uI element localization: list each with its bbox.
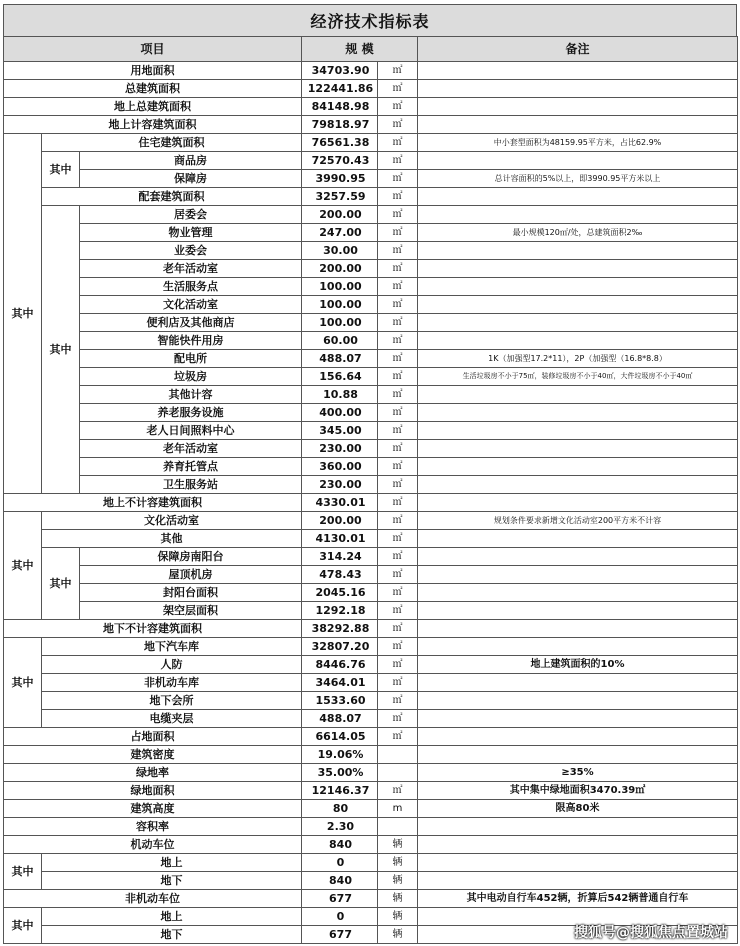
subgroup-label: 其中 bbox=[42, 206, 80, 494]
table-row bbox=[4, 872, 738, 890]
row-value: 400.00 bbox=[302, 404, 378, 422]
row-note bbox=[418, 746, 738, 764]
row-value: 76561.38 bbox=[302, 134, 378, 152]
row-unit: ㎡ bbox=[378, 242, 418, 260]
table-row bbox=[4, 782, 738, 800]
table-row bbox=[4, 566, 738, 584]
row-note bbox=[418, 494, 738, 512]
row-label: 地下汽车库 bbox=[42, 638, 302, 656]
row-note bbox=[418, 476, 738, 494]
row-unit: ㎡ bbox=[378, 602, 418, 620]
row-label: 老年活动室 bbox=[80, 440, 302, 458]
group-label: 其中 bbox=[4, 638, 42, 728]
row-value: 3257.59 bbox=[302, 188, 378, 206]
row-note bbox=[418, 116, 738, 134]
row-unit: ㎡ bbox=[378, 674, 418, 692]
row-value: 38292.88 bbox=[302, 620, 378, 638]
table-row bbox=[4, 458, 738, 476]
row-label: 绿地率 bbox=[4, 764, 302, 782]
table-row bbox=[4, 206, 738, 224]
table-row bbox=[4, 728, 738, 746]
row-label: 非机动车库 bbox=[42, 674, 302, 692]
row-label: 业委会 bbox=[80, 242, 302, 260]
row-value: 79818.97 bbox=[302, 116, 378, 134]
row-note bbox=[418, 440, 738, 458]
table-row bbox=[4, 692, 738, 710]
table-row bbox=[4, 674, 738, 692]
table-row bbox=[4, 602, 738, 620]
row-value: 1533.60 bbox=[302, 692, 378, 710]
table-row bbox=[4, 314, 738, 332]
row-value: 488.07 bbox=[302, 710, 378, 728]
row-value: 3990.95 bbox=[302, 170, 378, 188]
row-value: 84148.98 bbox=[302, 98, 378, 116]
row-value: 4130.01 bbox=[302, 530, 378, 548]
row-note: 地上建筑面积的10% bbox=[418, 656, 738, 674]
row-unit: ㎡ bbox=[378, 512, 418, 530]
row-label: 商品房 bbox=[80, 152, 302, 170]
row-note bbox=[418, 80, 738, 98]
table-row bbox=[4, 854, 738, 872]
row-label: 建筑密度 bbox=[4, 746, 302, 764]
row-value: 2045.16 bbox=[302, 584, 378, 602]
table-row bbox=[4, 422, 738, 440]
table-row bbox=[4, 548, 738, 566]
row-unit: ㎡ bbox=[378, 656, 418, 674]
subgroup-label: 其中 bbox=[42, 152, 80, 188]
row-label: 地上不计容建筑面积 bbox=[4, 494, 302, 512]
row-unit: ㎡ bbox=[378, 458, 418, 476]
row-value: 200.00 bbox=[302, 206, 378, 224]
row-note: 规划条件要求新增文化活动室200平方米不计容 bbox=[418, 512, 738, 530]
row-value: 0 bbox=[302, 854, 378, 872]
table-row bbox=[4, 476, 738, 494]
table-row bbox=[4, 818, 738, 836]
row-unit: 辆 bbox=[378, 872, 418, 890]
row-unit: ㎡ bbox=[378, 260, 418, 278]
table-row bbox=[4, 350, 738, 368]
row-label: 居委会 bbox=[80, 206, 302, 224]
row-note bbox=[418, 566, 738, 584]
row-label: 建筑高度 bbox=[4, 800, 302, 818]
row-unit: ㎡ bbox=[378, 566, 418, 584]
row-note bbox=[418, 728, 738, 746]
table-row bbox=[4, 530, 738, 548]
row-unit bbox=[378, 764, 418, 782]
row-label: 文化活动室 bbox=[80, 296, 302, 314]
indicator-sheet bbox=[3, 4, 737, 944]
row-label: 便利店及其他商店 bbox=[80, 314, 302, 332]
row-label: 地上总建筑面积 bbox=[4, 98, 302, 116]
row-value: 200.00 bbox=[302, 512, 378, 530]
row-label: 地下 bbox=[42, 872, 302, 890]
row-note: 其中电动自行车452辆，折算后542辆普通自行车 bbox=[418, 890, 738, 908]
row-note bbox=[418, 836, 738, 854]
row-value: 60.00 bbox=[302, 332, 378, 350]
row-value: 1292.18 bbox=[302, 602, 378, 620]
row-note bbox=[418, 584, 738, 602]
row-unit: ㎡ bbox=[378, 692, 418, 710]
row-label: 养老服务设施 bbox=[80, 404, 302, 422]
row-unit bbox=[378, 818, 418, 836]
row-label: 保障房南阳台 bbox=[80, 548, 302, 566]
row-value: 478.43 bbox=[302, 566, 378, 584]
row-note: 其中集中绿地面积3470.39㎡ bbox=[418, 782, 738, 800]
row-value: 0 bbox=[302, 908, 378, 926]
row-label: 总建筑面积 bbox=[4, 80, 302, 98]
row-value: 122441.86 bbox=[302, 80, 378, 98]
row-label: 封阳台面积 bbox=[80, 584, 302, 602]
table-row bbox=[4, 62, 738, 80]
row-label: 老人日间照料中心 bbox=[80, 422, 302, 440]
row-unit: ㎡ bbox=[378, 296, 418, 314]
row-value: 2.30 bbox=[302, 818, 378, 836]
row-value: 34703.90 bbox=[302, 62, 378, 80]
table-row bbox=[4, 80, 738, 98]
row-unit: 辆 bbox=[378, 836, 418, 854]
row-value: 840 bbox=[302, 836, 378, 854]
table-row bbox=[4, 404, 738, 422]
row-unit: ㎡ bbox=[378, 152, 418, 170]
row-value: 840 bbox=[302, 872, 378, 890]
row-value: 4330.01 bbox=[302, 494, 378, 512]
row-value: 230.00 bbox=[302, 440, 378, 458]
row-note bbox=[418, 152, 738, 170]
row-unit: ㎡ bbox=[378, 278, 418, 296]
row-unit: 辆 bbox=[378, 854, 418, 872]
row-note bbox=[418, 548, 738, 566]
row-unit: ㎡ bbox=[378, 782, 418, 800]
table-row bbox=[4, 242, 738, 260]
table-row bbox=[4, 656, 738, 674]
row-label: 占地面积 bbox=[4, 728, 302, 746]
header-note: 备注 bbox=[418, 37, 738, 62]
table-row bbox=[4, 368, 738, 386]
row-note: 生活垃圾房不小于75㎡，装修垃圾房不小于40㎡，大件垃圾房不小于40㎡ bbox=[418, 368, 738, 386]
row-value: 12146.37 bbox=[302, 782, 378, 800]
row-label: 绿地面积 bbox=[4, 782, 302, 800]
row-value: 156.64 bbox=[302, 368, 378, 386]
row-value: 345.00 bbox=[302, 422, 378, 440]
row-value: 200.00 bbox=[302, 260, 378, 278]
row-label: 容积率 bbox=[4, 818, 302, 836]
header-item: 项目 bbox=[4, 37, 302, 62]
row-label: 人防 bbox=[42, 656, 302, 674]
row-note bbox=[418, 98, 738, 116]
row-unit: ㎡ bbox=[378, 638, 418, 656]
row-note bbox=[418, 332, 738, 350]
row-note bbox=[418, 404, 738, 422]
table-row bbox=[4, 638, 738, 656]
row-note bbox=[418, 206, 738, 224]
row-note bbox=[418, 260, 738, 278]
row-value: 488.07 bbox=[302, 350, 378, 368]
row-unit: ㎡ bbox=[378, 494, 418, 512]
row-label: 养育托管点 bbox=[80, 458, 302, 476]
row-label: 文化活动室 bbox=[42, 512, 302, 530]
row-value: 100.00 bbox=[302, 278, 378, 296]
row-value: 230.00 bbox=[302, 476, 378, 494]
row-label: 配电所 bbox=[80, 350, 302, 368]
row-unit: ㎡ bbox=[378, 206, 418, 224]
row-unit: ㎡ bbox=[378, 98, 418, 116]
row-label: 其他 bbox=[42, 530, 302, 548]
row-note bbox=[418, 314, 738, 332]
row-value: 80 bbox=[302, 800, 378, 818]
table-row bbox=[4, 188, 738, 206]
row-label: 非机动车位 bbox=[4, 890, 302, 908]
table-row bbox=[4, 746, 738, 764]
row-value: 35.00% bbox=[302, 764, 378, 782]
row-unit: ㎡ bbox=[378, 188, 418, 206]
watermark: 搜狐号@搜狐焦点置城站 bbox=[574, 925, 728, 941]
row-value: 19.06% bbox=[302, 746, 378, 764]
row-label: 老年活动室 bbox=[80, 260, 302, 278]
row-unit: ㎡ bbox=[378, 476, 418, 494]
row-unit: ㎡ bbox=[378, 368, 418, 386]
row-label: 地下会所 bbox=[42, 692, 302, 710]
row-unit: ㎡ bbox=[378, 620, 418, 638]
table-row bbox=[4, 584, 738, 602]
row-unit: m bbox=[378, 800, 418, 818]
table-row bbox=[4, 890, 738, 908]
row-label: 其他计容 bbox=[80, 386, 302, 404]
row-label: 地上 bbox=[42, 908, 302, 926]
row-unit bbox=[378, 746, 418, 764]
table-row bbox=[4, 278, 738, 296]
row-note bbox=[418, 386, 738, 404]
row-value: 677 bbox=[302, 926, 378, 944]
row-note bbox=[418, 602, 738, 620]
table-row bbox=[4, 116, 738, 134]
row-unit: ㎡ bbox=[378, 80, 418, 98]
row-label: 用地面积 bbox=[4, 62, 302, 80]
row-label: 配套建筑面积 bbox=[42, 188, 302, 206]
row-note bbox=[418, 422, 738, 440]
row-label: 地下 bbox=[42, 926, 302, 944]
table-row bbox=[4, 710, 738, 728]
table-row bbox=[4, 224, 738, 242]
row-note: 最小规模120㎡/处，总建筑面积2‰ bbox=[418, 224, 738, 242]
table-row bbox=[4, 494, 738, 512]
row-unit: ㎡ bbox=[378, 530, 418, 548]
row-note bbox=[418, 296, 738, 314]
table-row bbox=[4, 332, 738, 350]
row-value: 32807.20 bbox=[302, 638, 378, 656]
row-note bbox=[418, 242, 738, 260]
row-label: 地上计容建筑面积 bbox=[4, 116, 302, 134]
table-row bbox=[4, 620, 738, 638]
row-unit: ㎡ bbox=[378, 422, 418, 440]
row-label: 地下不计容建筑面积 bbox=[4, 620, 302, 638]
row-note bbox=[418, 638, 738, 656]
row-note: 限高80米 bbox=[418, 800, 738, 818]
row-unit: ㎡ bbox=[378, 728, 418, 746]
row-note bbox=[418, 674, 738, 692]
row-note bbox=[418, 854, 738, 872]
row-unit: ㎡ bbox=[378, 224, 418, 242]
table-row bbox=[4, 296, 738, 314]
table-row bbox=[4, 98, 738, 116]
group-label: 其中 bbox=[4, 854, 42, 890]
row-unit: ㎡ bbox=[378, 386, 418, 404]
row-unit: ㎡ bbox=[378, 62, 418, 80]
group-label: 其中 bbox=[4, 512, 42, 620]
row-unit: ㎡ bbox=[378, 332, 418, 350]
row-value: 360.00 bbox=[302, 458, 378, 476]
row-unit: 辆 bbox=[378, 908, 418, 926]
row-label: 架空层面积 bbox=[80, 602, 302, 620]
row-note bbox=[418, 458, 738, 476]
row-value: 314.24 bbox=[302, 548, 378, 566]
table-row bbox=[4, 512, 738, 530]
row-label: 机动车位 bbox=[4, 836, 302, 854]
row-note bbox=[418, 710, 738, 728]
row-note: ≥35% bbox=[418, 764, 738, 782]
table-title: 经济技术指标表 bbox=[3, 4, 737, 36]
row-label: 住宅建筑面积 bbox=[42, 134, 302, 152]
table-row bbox=[4, 134, 738, 152]
row-value: 30.00 bbox=[302, 242, 378, 260]
table-row bbox=[4, 440, 738, 458]
table-row bbox=[4, 260, 738, 278]
row-value: 677 bbox=[302, 890, 378, 908]
table-row bbox=[4, 764, 738, 782]
row-unit: ㎡ bbox=[378, 170, 418, 188]
row-unit: ㎡ bbox=[378, 116, 418, 134]
header-row bbox=[4, 37, 738, 62]
row-unit: ㎡ bbox=[378, 134, 418, 152]
row-label: 地上 bbox=[42, 854, 302, 872]
row-unit: ㎡ bbox=[378, 314, 418, 332]
row-unit: ㎡ bbox=[378, 548, 418, 566]
row-value: 247.00 bbox=[302, 224, 378, 242]
row-note: 总计容面积的5%以上，即3990.95平方米以上 bbox=[418, 170, 738, 188]
row-label: 物业管理 bbox=[80, 224, 302, 242]
row-label: 卫生服务站 bbox=[80, 476, 302, 494]
table-row bbox=[4, 170, 738, 188]
table-row bbox=[4, 152, 738, 170]
row-unit: 辆 bbox=[378, 926, 418, 944]
row-note: 中小套型面积为48159.95平方米，占比62.9% bbox=[418, 134, 738, 152]
subgroup-label: 其中 bbox=[42, 548, 80, 620]
row-note bbox=[418, 620, 738, 638]
row-label: 生活服务点 bbox=[80, 278, 302, 296]
row-value: 3464.01 bbox=[302, 674, 378, 692]
row-note bbox=[418, 872, 738, 890]
row-note bbox=[418, 692, 738, 710]
row-label: 保障房 bbox=[80, 170, 302, 188]
indicator-table bbox=[3, 36, 738, 944]
table-row bbox=[4, 800, 738, 818]
row-label: 垃圾房 bbox=[80, 368, 302, 386]
row-note bbox=[418, 530, 738, 548]
row-label: 屋顶机房 bbox=[80, 566, 302, 584]
group-label: 其中 bbox=[4, 908, 42, 944]
row-note bbox=[418, 188, 738, 206]
table-row bbox=[4, 386, 738, 404]
row-value: 100.00 bbox=[302, 314, 378, 332]
row-value: 6614.05 bbox=[302, 728, 378, 746]
row-value: 72570.43 bbox=[302, 152, 378, 170]
header-scale: 规 模 bbox=[302, 37, 418, 62]
row-value: 100.00 bbox=[302, 296, 378, 314]
row-value: 8446.76 bbox=[302, 656, 378, 674]
row-unit: ㎡ bbox=[378, 584, 418, 602]
row-unit: 辆 bbox=[378, 890, 418, 908]
group-label: 其中 bbox=[4, 134, 42, 494]
row-note bbox=[418, 62, 738, 80]
row-label: 电缆夹层 bbox=[42, 710, 302, 728]
row-label: 智能快件用房 bbox=[80, 332, 302, 350]
row-unit: ㎡ bbox=[378, 440, 418, 458]
row-value: 10.88 bbox=[302, 386, 378, 404]
row-note bbox=[418, 278, 738, 296]
row-unit: ㎡ bbox=[378, 404, 418, 422]
table-row bbox=[4, 836, 738, 854]
row-unit: ㎡ bbox=[378, 710, 418, 728]
row-unit: ㎡ bbox=[378, 350, 418, 368]
row-note: 1K（加强型17.2*11），2P（加强型（16.8*8.8） bbox=[418, 350, 738, 368]
row-note bbox=[418, 818, 738, 836]
